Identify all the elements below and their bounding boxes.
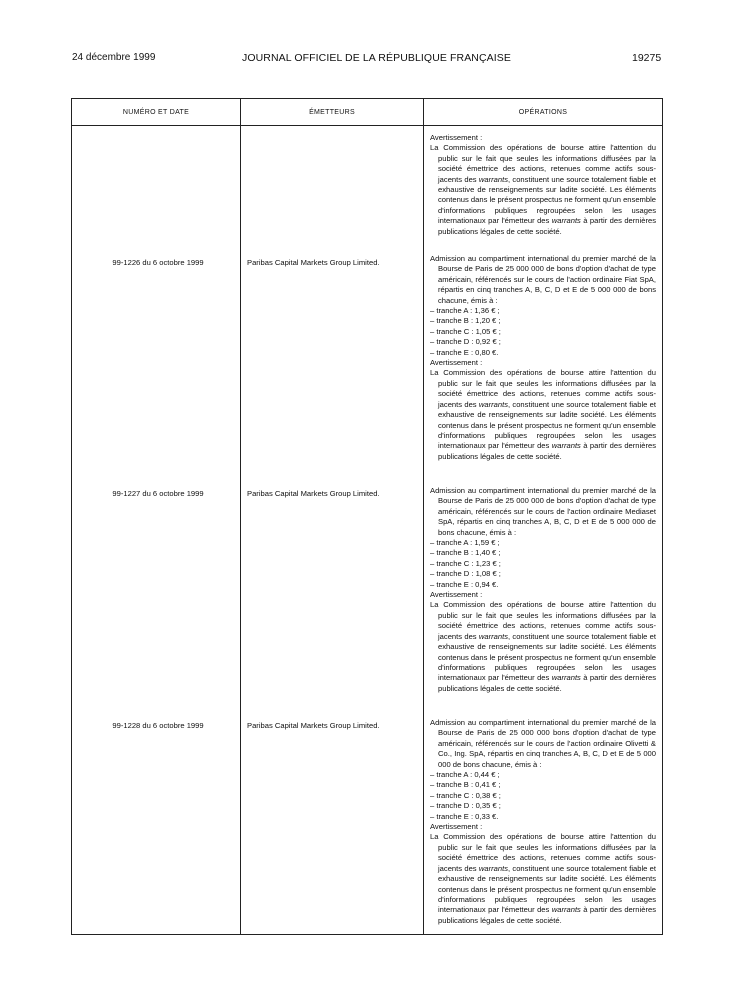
tranche-item: – tranche D : 1,08 € ; <box>430 569 501 579</box>
tranche-item: – tranche C : 1,05 € ; <box>430 326 501 336</box>
page-number: 19275 <box>632 52 662 64</box>
table-right-rule <box>662 98 663 935</box>
header-bottom-rule <box>71 125 663 126</box>
row-2-operations <box>430 486 656 694</box>
tranche-item: – tranche B : 0,41 € ; <box>430 780 501 790</box>
row-2-tranches <box>430 538 656 590</box>
row-1-emetteur: Paribas Capital Markets Group Limited. <box>247 258 380 267</box>
tranche-item: – tranche C : 0,38 € ; <box>430 790 501 800</box>
warning-label: Avertissement : <box>430 133 483 142</box>
tranche-item: – tranche A : 0,44 € ; <box>430 770 500 780</box>
page-date: 24 décembre 1999 <box>72 52 156 63</box>
table-left-rule <box>71 98 72 935</box>
warning-text: La Commission des opérations de bourse attire l'attention du public sur le fait que seules les informations diffusées par la société émettrice des actions, retenues comme actifs sous-jacents des warrants, constituent une source totalement fiable et exhaustive de renseignements sur ladite société. Les éléments contenus dans le présent prospectus ne forment qu'un ensemble d'informations publiques regroupées selon les usages internationaux par l'émetteur des warrants à partir des dernières publications légales de cette société. <box>430 600 657 693</box>
row-2-emetteur: Paribas Capital Markets Group Limited. <box>247 489 380 498</box>
tranche-item: – tranche B : 1,20 € ; <box>430 316 501 326</box>
warning-label: Avertissement : <box>430 590 483 600</box>
row-1-admission: Admission au compartiment international du premier marché de la Bourse de Paris de 25 000 000 de bons d'option d'achat de type américain, référencés sur le cours de l'action ordinaire Fiat SpA, répartis en cinq tranches A, B, C, D et E de 5 000 000 de bons chacune, émis à : <box>430 254 656 305</box>
row-1-numero: 99-1226 du 6 octobre 1999 <box>112 258 204 267</box>
row-3-numero: 99-1228 du 6 octobre 1999 <box>112 721 204 730</box>
row-1-tranches <box>430 306 656 358</box>
warning-text: La Commission des opérations de bourse attire l'attention du public sur le fait que seules les informations diffusées par la société émettrice des actions, retenues comme actifs sous-jacents des warrants, constituent une source totalement fiable et exhaustive de renseignements sur ladite société. Les éléments contenus dans le présent prospectus ne forment qu'un ensemble d'informations publiques regroupées selon les usages internationaux par l'émetteur des warrants à partir des dernières publications légales de cette société. <box>430 143 657 236</box>
row-2-numero: 99-1227 du 6 octobre 1999 <box>112 489 204 498</box>
column-divider-1 <box>240 98 241 935</box>
column-header-emetteurs: ÉMETTEURS <box>309 109 355 116</box>
warning-text: La Commission des opérations de bourse attire l'attention du public sur le fait que seules les informations diffusées par la société émettrice des actions, retenues comme actifs sous-jacents des warrants, constituent une source totalement fiable et exhaustive de renseignements sur ladite société. Les éléments contenus dans le présent prospectus ne forment qu'un ensemble d'informations publiques regroupées selon les usages internationaux par l'émetteur des warrants à partir des dernières publications légales de cette société. <box>430 368 657 461</box>
row-3-operations <box>430 718 656 926</box>
tranche-item: – tranche B : 1,40 € ; <box>430 548 501 558</box>
tranche-item: – tranche E : 0,80 €. <box>430 347 499 357</box>
tranche-item: – tranche E : 0,33 €. <box>430 811 499 821</box>
row-3-emetteur: Paribas Capital Markets Group Limited. <box>247 721 380 730</box>
tranche-item: – tranche E : 0,94 €. <box>430 579 499 589</box>
column-divider-2 <box>423 98 424 935</box>
table-top-rule <box>71 98 663 99</box>
journal-title: JOURNAL OFFICIEL DE LA RÉPUBLIQUE FRANÇAISE <box>242 52 511 64</box>
row-3-admission: Admission au compartiment international du premier marché de la Bourse de Paris de 25 000 000 bons d'option d'achat de type américain, référencés sur le cours de l'action ordinaire Olivetti & Co., Ing. SpA, répartis en cinq tranches A, B, C, D et E de 5 000 000 de bons chacune, émis à : <box>430 718 656 769</box>
column-header-numero: NUMÉRO ET DATE <box>122 109 190 116</box>
column-header-operations: OPÉRATIONS <box>518 109 568 116</box>
tranche-item: – tranche A : 1,59 € ; <box>430 538 500 548</box>
tranche-item: – tranche C : 1,23 € ; <box>430 558 501 568</box>
row-3-tranches <box>430 770 656 822</box>
table-bottom-rule <box>71 934 663 935</box>
operations-cell-continued <box>430 133 656 237</box>
warning-label: Avertissement : <box>430 822 483 832</box>
row-1-operations <box>430 254 656 462</box>
tranche-item: – tranche D : 0,92 € ; <box>430 337 501 347</box>
tranche-item: – tranche A : 1,36 € ; <box>430 306 500 316</box>
row-2-admission: Admission au compartiment international du premier marché de la Bourse de Paris de 25 000 000 de bons d'option d'achat de type américain, référencés sur le cours de l'action ordinaire Mediaset SpA, répartis en cinq tranches A, B, C, D et E de 5 000 000 de bons chacune, émis à : <box>430 486 656 537</box>
warning-text: La Commission des opérations de bourse attire l'attention du public sur le fait que seules les informations diffusées par la société émettrice des actions, retenues comme actifs sous-jacents des warrants, constituent une source totalement fiable et exhaustive de renseignements sur ladite société. Les éléments contenus dans le présent prospectus ne forment qu'un ensemble d'informations publiques regroupées selon les usages internationaux par l'émetteur des warrants à partir des dernières publications légales de cette société. <box>430 832 657 925</box>
warning-label: Avertissement : <box>430 358 483 368</box>
tranche-item: – tranche D : 0,35 € ; <box>430 801 501 811</box>
